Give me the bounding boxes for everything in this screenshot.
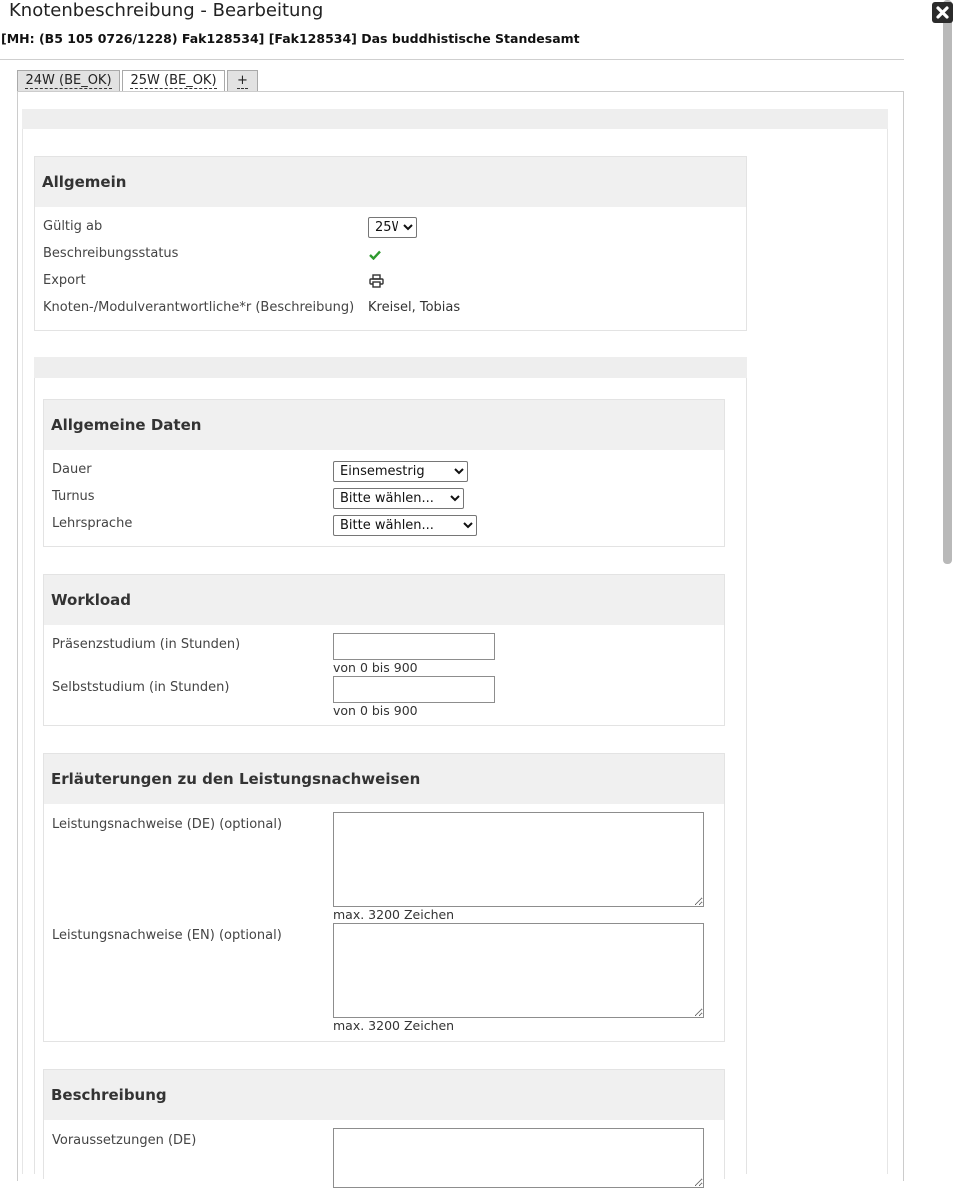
dauer-select[interactable] (333, 461, 468, 482)
leistungsnachweise-de-label: Leistungsnachweise (DE) (optional) (52, 817, 283, 832)
dialog-subtitle: [MH: (B5 105 0726/1228) Fak128534] [Fak128534] Das buddhistische Standesamt (1, 31, 580, 46)
turnus-label: Turnus (52, 489, 95, 504)
section-beschreibung-heading: Beschreibung (44, 1070, 724, 1120)
tab-add-label: + (237, 73, 248, 88)
gueltig-ab-label: Gültig ab (43, 219, 103, 234)
leistungsnachweise-en-textarea[interactable] (333, 923, 704, 1018)
section-allgemeine-daten (43, 399, 725, 547)
lehrsprache-label: Lehrsprache (52, 516, 133, 531)
section-beschreibung (43, 1069, 725, 1179)
section-workload-heading: Workload (44, 575, 724, 625)
section-leistungsnachweise-heading: Erläuterungen zu den Leistungsnachweisen (44, 754, 724, 804)
export-label: Export (43, 273, 86, 288)
leistungsnachweise-de-textarea[interactable] (333, 812, 704, 907)
tab-24w-label: 24W (BE_OK) (25, 73, 112, 88)
selbststudium-label: Selbststudium (in Stunden) (52, 680, 230, 695)
voraussetzungen-de-label: Voraussetzungen (DE) (52, 1133, 197, 1148)
selbststudium-hint: von 0 bis 900 (333, 703, 418, 718)
tab-25w-label: 25W (BE_OK) (130, 73, 217, 88)
praesenzstudium-input[interactable] (333, 633, 495, 660)
dialog-title: Knotenbeschreibung - Bearbeitung (9, 0, 324, 21)
tab-24w[interactable] (17, 70, 120, 92)
praesenzstudium-hint: von 0 bis 900 (333, 660, 418, 675)
lehrsprache-select[interactable] (333, 515, 477, 536)
form-group-header-band (34, 357, 747, 378)
verantwortliche-value: Kreisel, Tobias (368, 300, 461, 315)
close-icon (935, 5, 950, 20)
tab-add[interactable] (227, 70, 258, 92)
section-allgemein (34, 156, 747, 331)
print-icon[interactable] (369, 274, 384, 288)
section-workload (43, 574, 725, 726)
section-allgemein-heading: Allgemein (35, 157, 746, 207)
turnus-select[interactable] (333, 488, 464, 509)
beschreibungsstatus-label: Beschreibungsstatus (43, 246, 179, 261)
scrollbar-thumb[interactable] (943, 0, 952, 564)
panel-header-band (22, 109, 888, 129)
section-allgemeine-daten-heading: Allgemeine Daten (44, 400, 724, 450)
gueltig-ab-select[interactable] (368, 217, 417, 238)
tab-25w[interactable] (122, 70, 225, 93)
praesenzstudium-label: Präsenzstudium (in Stunden) (52, 637, 241, 652)
dauer-label: Dauer (52, 462, 92, 477)
section-leistungsnachweise (43, 753, 725, 1042)
title-divider (0, 59, 904, 60)
verantwortliche-label: Knoten-/Modulverantwortliche*r (Beschreibung) (43, 300, 355, 315)
leistungsnachweise-en-label: Leistungsnachweise (EN) (optional) (52, 928, 282, 943)
selbststudium-input[interactable] (333, 676, 495, 703)
leistungsnachweise-de-hint: max. 3200 Zeichen (333, 907, 455, 922)
leistungsnachweise-en-hint: max. 3200 Zeichen (333, 1018, 455, 1033)
close-button[interactable] (932, 2, 953, 23)
voraussetzungen-de-textarea[interactable] (333, 1128, 704, 1188)
check-icon (369, 250, 381, 260)
